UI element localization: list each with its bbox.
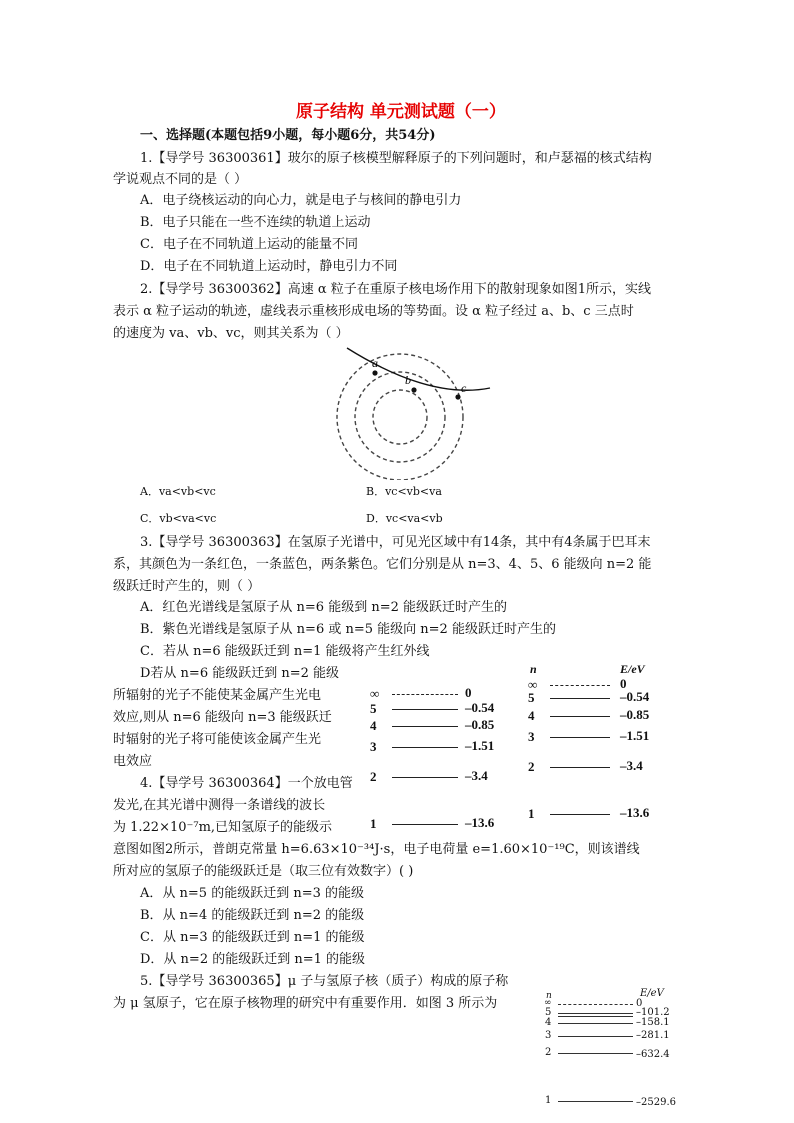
level-energy: –3.4 — [465, 768, 488, 783]
level-energy: –2529.6 — [636, 1097, 676, 1108]
level-label: 2 — [545, 1047, 552, 1058]
q3-option-c: C．若从 n=6 能级跃迁到 n=1 能级将产生红外线 — [140, 644, 430, 659]
level-energy: –1.51 — [465, 738, 495, 753]
level-energy: –3.4 — [620, 758, 643, 773]
level-energy: 0 — [636, 998, 643, 1009]
q3-option-d-line-2: 所辐射的光子不能使某金属产生光电 — [113, 688, 322, 703]
q3-line-2: 系，其颜色为一条红色，一条蓝色，两条紫色。它们分别是从 n=3、4、5、6 能级向 n=2 能 — [113, 557, 652, 572]
point-label-c: c — [461, 381, 467, 395]
q4-line-4: 意图如图2所示，普朗克常量 h=6.63×10⁻³⁴J·s，电子电荷量 e=1.60×10⁻¹⁹C，则该谱线 — [113, 842, 640, 857]
q4-line-3: 为 1.22×10⁻⁷m,已知氢原子的能级示 — [113, 820, 333, 835]
point-a — [372, 370, 377, 375]
q3-option-d-line-5: 电效应 — [113, 754, 153, 769]
level-energy: –158.1 — [636, 1017, 670, 1028]
point-label-a: a — [372, 356, 378, 370]
level-energy: –0.54 — [465, 700, 495, 715]
level-label: 3 — [545, 1030, 552, 1041]
level-energy: –0.85 — [465, 717, 495, 732]
n-header: n — [546, 991, 552, 1001]
level-energy: 0 — [620, 676, 627, 691]
q4-line-1: 4.【导学号 36300364】一个放电管 — [140, 776, 353, 791]
point-b — [411, 387, 416, 392]
energy-level-diagram-b — [528, 660, 678, 820]
n-header: n — [530, 662, 537, 676]
q4-line-2: 发光,在其光谱中测得一条谱线的波长 — [113, 798, 326, 813]
q2-line-2: 表示 α 粒子运动的轨迹，虚线表示重核形成电场的等势面。设 α 粒子经过 a、b、c 三点时 — [113, 304, 634, 319]
alpha-trajectory — [347, 348, 490, 390]
level-energy: –0.54 — [620, 689, 650, 704]
level-energy: –0.85 — [620, 707, 650, 722]
q3-option-d-line-1: D若从 n=6 能级跃迁到 n=2 能级 — [140, 666, 340, 681]
e-header: E/eV — [620, 662, 645, 676]
point-label-b: b — [405, 373, 411, 387]
q1-option-d: D．电子在不同轨道上运动时，静电引力不同 — [140, 259, 398, 274]
level-energy: –632.4 — [636, 1049, 670, 1060]
q3-line-1: 3.【导学号 36300363】在氢原子光谱中，可见光区域中有14条，其中有4条属于巴耳末 — [140, 535, 651, 550]
level-energy: –281.1 — [636, 1030, 670, 1041]
level-label: 1 — [528, 806, 535, 821]
level-energy: 0 — [465, 685, 472, 700]
q2-option-d: D．vc<va<vb — [366, 512, 443, 525]
level-label: 5 — [370, 701, 377, 716]
level-label: ∞ — [528, 677, 538, 692]
q2-line-1: 2.【导学号 36300362】高速 α 粒子在重原子核电场作用下的散射现象如图1所示，实线 — [140, 282, 652, 297]
level-energy: –1.51 — [620, 728, 650, 743]
page-title: 原子结构 单元测试题（一） — [296, 102, 506, 122]
q3-line-3: 级跃迁时产生的，则（ ） — [113, 579, 261, 594]
level-label: 4 — [370, 718, 377, 733]
q1-line-2: 学说观点不同的是（ ） — [113, 172, 248, 187]
level-energy: –101.2 — [636, 1007, 670, 1018]
q3-option-d-line-4: 时辐射的光子将可能使该金属产生光 — [113, 732, 322, 747]
level-label: 5 — [528, 690, 535, 705]
q4-option-a: A．从 n=5 的能级跃迁到 n=3 的能级 — [140, 886, 364, 901]
q5-line-2: 为 μ 氢原子，它在原子核物理的研究中有重要作用．如图 3 所示为 — [113, 996, 498, 1011]
level-label: 4 — [528, 708, 535, 723]
q3-option-d-line-3: 效应,则从 n=6 能级向 n=3 能级跃迁 — [113, 710, 332, 725]
energy-level-diagram-a — [370, 680, 510, 840]
q4-option-b: B．从 n=4 的能级跃迁到 n=2 的能级 — [140, 908, 365, 923]
level-label: 4 — [545, 1017, 552, 1028]
level-label: ∞ — [544, 998, 552, 1008]
level-label: 1 — [370, 816, 377, 831]
q2-line-3: 的速度为 va、vb、vc，则其关系为（ ） — [113, 326, 349, 341]
level-label: 2 — [528, 759, 535, 774]
energy-level-diagram-c — [540, 988, 680, 1113]
point-c — [455, 394, 460, 399]
q1-line-1: 1.【导学号 36300361】玻尔的原子核模型解释原子的下列问题时，和卢瑟福的核式结构 — [140, 151, 652, 166]
q2-option-a: A．va<vb<vc — [140, 485, 216, 498]
level-label: 3 — [370, 739, 377, 754]
e-header: E/eV — [640, 988, 664, 999]
q4-line-5: 所对应的氢原子的能级跃迁是（取三位有效数字）( ) — [113, 864, 414, 879]
level-label: 2 — [370, 769, 377, 784]
q4-option-c: C．从 n=3 的能级跃迁到 n=1 的能级 — [140, 930, 365, 945]
level-label: 3 — [528, 729, 535, 744]
level-energy: –13.6 — [465, 815, 495, 830]
q3-option-b: B．紫色光谱线是氢原子从 n=6 或 n=5 能级向 n=2 能级跃迁时产生的 — [140, 622, 556, 637]
q1-option-b: B．电子只能在一些不连续的轨道上运动 — [140, 215, 371, 230]
level-label: 5 — [545, 1007, 552, 1018]
q4-option-d: D．从 n=2 的能级跃迁到 n=1 的能级 — [140, 952, 366, 967]
alpha-scattering-figure — [320, 340, 500, 480]
level-label: 1 — [545, 1095, 552, 1106]
q2-option-b: B．vc<vb<va — [366, 485, 442, 498]
q3-option-a: A．红色光谱线是氢原子从 n=6 能级到 n=2 能级跃迁时产生的 — [140, 600, 507, 615]
q5-line-1: 5.【导学号 36300365】μ 子与氢原子核（质子）构成的原子称 — [140, 974, 509, 989]
q1-option-a: A．电子绕核运动的向心力，就是电子与核间的静电引力 — [140, 193, 462, 208]
section-heading: 一、选择题(本题包括9小题，每小题6分，共54分) — [140, 128, 436, 143]
q2-option-c: C．vb<va<vc — [140, 512, 217, 525]
q1-option-c: C．电子在不同轨道上运动的能量不同 — [140, 237, 358, 252]
level-energy: –13.6 — [620, 805, 650, 820]
level-label: ∞ — [370, 686, 380, 701]
